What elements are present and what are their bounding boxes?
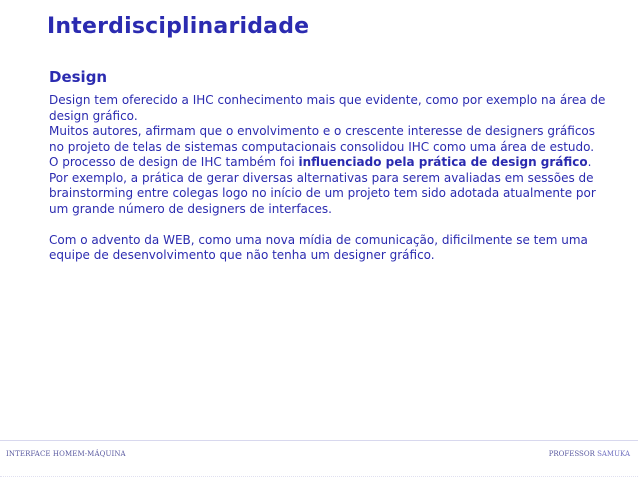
process-text-start: O processo de design de IHC também foi: [49, 155, 299, 169]
paragraph-spacer: [49, 217, 609, 233]
paragraph-web: Com o advento da WEB, como uma nova mídia de comunicação, dificilmente se tem uma equipe de desenvolvimento que não tenha um designer gráfico.: [49, 232, 588, 262]
bottom-border: [0, 476, 638, 477]
paragraph-process: [49, 155, 609, 217]
paragraph-intro: Design tem oferecido a IHC conhecimento mais que evidente, como por exemplo na área de design gráfico.: [49, 93, 606, 123]
process-text-end: . Por exemplo, a prática de gerar diversas alternativas para serem avaliadas em sessões de brainstorming entre colegas logo no início de um projeto tem sido adotada atualmente por um grande número de designers de interfaces.: [49, 155, 596, 216]
footer-course-name: INTERFACE HOMEM-MÁQUINA: [6, 450, 126, 458]
footer-author-prefix: PROFESSOR: [548, 450, 598, 458]
footer-divider: [0, 440, 638, 441]
section-heading: Design: [49, 68, 108, 86]
slide-body: [49, 93, 609, 264]
slide-title: Interdisciplinaridade: [47, 14, 310, 39]
footer-author-name: SAMUKA: [597, 450, 630, 458]
paragraph-authors: Muitos autores, afirmam que o envolvimento e o crescente interesse de designers gráficos no projeto de telas de sistemas computacionais consolidou IHC como uma área de estudo.: [49, 124, 596, 154]
footer-author: [549, 450, 630, 458]
process-emphasis: influenciado pela prática de design gráfico: [298, 155, 588, 169]
